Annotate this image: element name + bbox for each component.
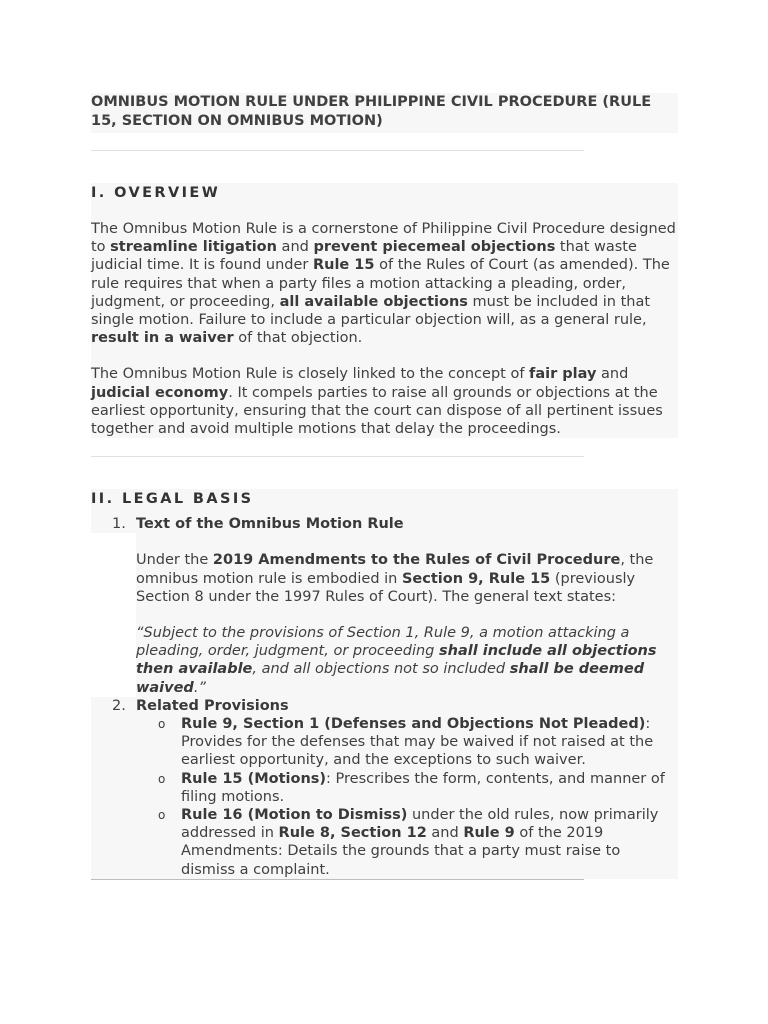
list-item	[91, 697, 678, 879]
legal-text-paragraph: Under the 2019 Amendments to the Rules of Civil Procedure, the omnibus motion rule is embodied in Section 9, Rule 15 (previously Section 8 under the 1997 Rules of Court). The general text states:	[136, 552, 654, 605]
section-heading-legal-basis: II. LEGAL BASIS	[91, 491, 254, 508]
list-item-title: Text of the Omnibus Motion Rule	[136, 516, 404, 533]
section-heading-overview: I. OVERVIEW	[91, 185, 221, 201]
bullet-circle-icon: o	[158, 717, 166, 732]
list-item-title: Related Provisions	[136, 697, 289, 714]
legal-basis-section	[91, 489, 678, 879]
list-number: 2.	[112, 697, 126, 714]
list-item	[91, 515, 678, 697]
legal-basis-list	[91, 515, 678, 879]
related-provisions-list	[136, 715, 678, 879]
overview-section	[91, 183, 678, 438]
overview-paragraph-1: The Omnibus Motion Rule is a cornerstone of Philippine Civil Procedure designed to streamline litigation and prevent piecemeal objections that waste judicial time. It is found under Rule 15 of the Rules of Court (as amended). The rule requires that when a party files a motion attacking a pleading, order, judgment, or proceeding, all available objections must be included in that single motion. Failure to include a particular objection will, as a general rule, result in a waiver of that objection.	[91, 221, 676, 347]
list-item: o Rule 9, Section 1 (Defenses and Objections Not Pleaded): Provides for the defenses that may be waived if not raised at the earliest opportunity, and the exceptions to such waiver.	[158, 716, 654, 769]
list-number: 1.	[112, 516, 126, 533]
bullet-circle-icon: o	[158, 771, 166, 786]
list-item: o Rule 15 (Motions): Prescribes the form, contents, and manner of filing motions.	[158, 770, 665, 805]
document-page	[91, 93, 678, 880]
list-item: o Rule 16 (Motion to Dismiss) under the old rules, now primarily addressed in Rule 8, Section 12 and Rule 9 of the 2019 Amendments: Details the grounds that a party must raise to dismiss a complaint.	[158, 807, 659, 878]
title-block	[91, 93, 678, 133]
document-title: OMNIBUS MOTION RULE UNDER PHILIPPINE CIVIL PROCEDURE (RULE 15, SECTION ON OMNIBUS MOTION)	[91, 94, 652, 129]
bullet-circle-icon: o	[158, 808, 166, 823]
divider	[91, 879, 584, 880]
rule-quote: “Subject to the provisions of Section 1, Rule 9, a motion attacking a pleading, order, judgment, or proceeding shall include all objections then available, and all objections not so included shall be deemed waived.”	[136, 625, 657, 696]
overview-paragraph-2: The Omnibus Motion Rule is closely linked to the concept of fair play and judicial economy. It compels parties to raise all grounds or objections at the earliest opportunity, ensuring that the court can dispose of all pertinent issues together and avoid multiple motions that delay the proceedings.	[91, 366, 663, 438]
